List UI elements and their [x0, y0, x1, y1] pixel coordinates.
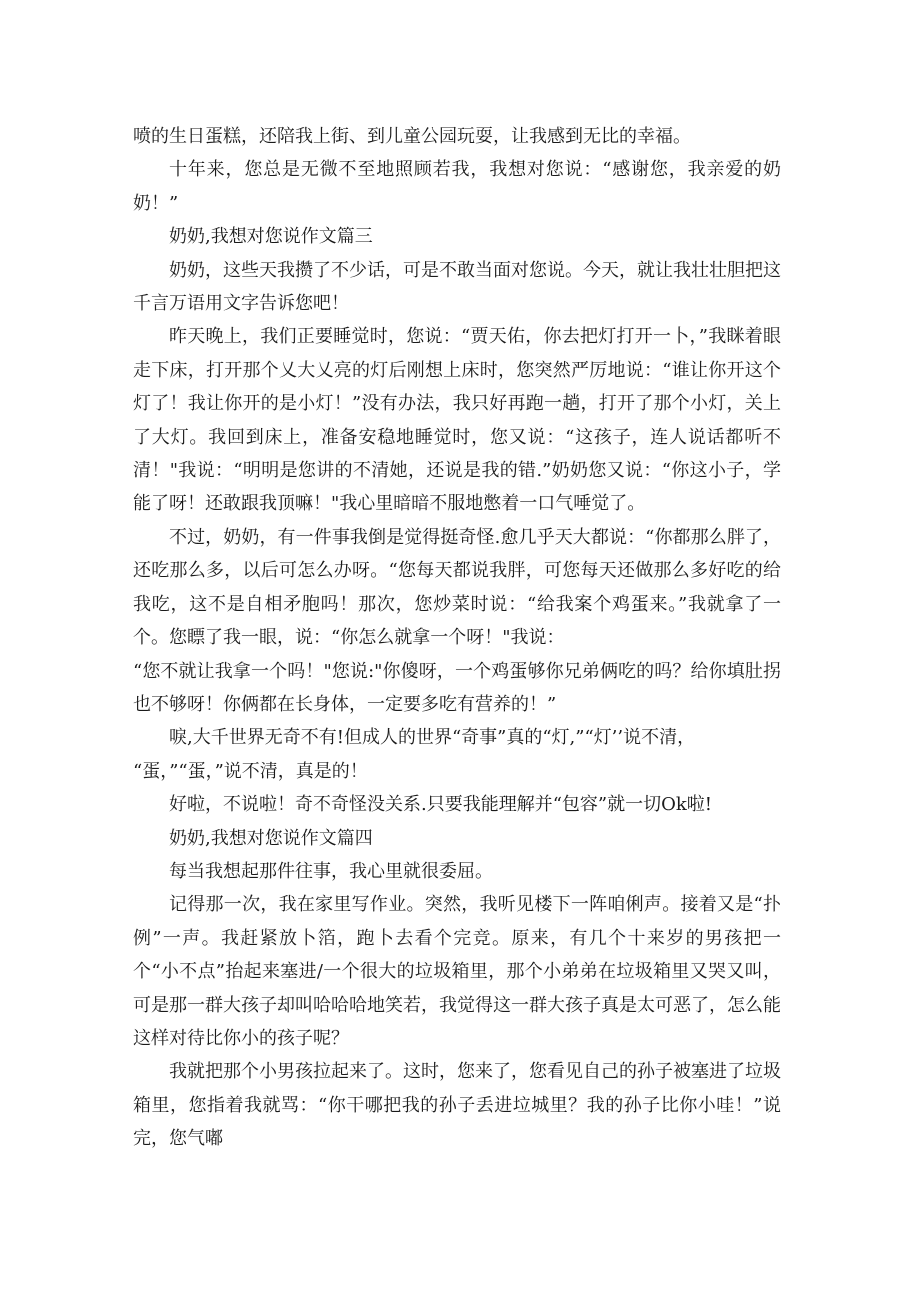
section-heading-3: 奶奶,我想对您说作文篇三 [169, 226, 373, 248]
paragraph-2: 十年来，您总是无微不至地照顾若我，我想对您说：“感谢您，我亲爱的奶奶！” [133, 159, 781, 214]
essay-body [133, 120, 781, 1156]
section-heading-4: 奶奶,我想对您说作文篇四 [169, 827, 373, 849]
paragraph-5: 昨天晚上，我们正要睡觉时，您说：“贾天佑，你去把灯打开一卜，”我眯着眼走下床，打开那个乂大乂亮的灯后刚想上床时，您突然严厉地说：“谁让你开这个灯了！我让你开的是小灯！”没有办法，我只好再跑一趟，打开了那个小灯，关上了大灯。我回到床上，准备安稳地睡觉时，您又说：“这孩子，连人说话都听不清！"我说：“明明是您讲的不清她，还说是我的错.”奶奶您又说：“你这小子，学能了呀！还敢跟我顶嘛！"我心里暗暗不服地憋着一口气唾觉了。 [133, 326, 781, 515]
paragraph-4: 奶奶，这些天我攒了不少话，可是不敢当面对您说。今天，就让我壮壮胆把这千言万语用文字告诉您吧！ [133, 259, 781, 315]
paragraph-12: 每当我想起那件往事，我心里就很委屈。 [169, 860, 493, 882]
paragraph-9: “蛋，”“蛋，”说不清，真是的！ [133, 760, 368, 782]
paragraph-14: 我就把那个小男孩拉起来了。这时，您来了，您看见自己的孙子被塞进了垃圾箱里，您指着我就骂：“你干哪把我的孙子丢进垃城里？我的孙子比你小哇！”说完，您气嘟 [133, 1061, 781, 1150]
paragraph-13: 记得那一次，我在家里写作业。突然，我听见楼下一阵咱俐声。接着又是“扑例”一声。我赶紧放卜箔，跑卜去看个完竞。原来，有几个十来岁的男孩把一个“小不点”抬起来塞进/一个很大的垃圾箱里，那个小弟弟在垃圾箱里又哭又叫，可是那一群大孩子却叫哈哈哈地笑若，我觉得这一群大孩子真是太可恶了，怎么能这样对待比你小的孩子呢？ [133, 894, 781, 1049]
paragraph-8: 唳,大千世界无奇不有!但成人的世界“奇事”真的“灯,”“灯’’说不清， [169, 727, 696, 749]
paragraph-1: 喷的生日蛋糕，还陪我上街、到儿童公园玩耍，让我感到无比的幸福。 [133, 126, 691, 147]
paragraph-7: “您不就让我拿一个吗！"您说:"你傻呀，一个鸡蛋够你兄弟俩吃的吗？给你填肚拐也不够呀！你俩都在长身体，一定要多吃有营养的！” [133, 660, 781, 715]
paragraph-6: 不过，奶奶，有一件事我倒是觉得挺奇怪.愈几乎天大都说：“你都那么胖了，还吃那么多，以后可怎么办呀。“您每天都说我胖，可您每天还做那么多好吃的给我吃，这不是自相矛胞吗！那次，您炒菜时说：“给我案个鸡蛋来。”我就拿了一个。您瞟了我一眼，说：“你怎么就拿一个呀！"我说： [133, 526, 781, 649]
paragraph-10: 好啦，不说啦！奇不奇怪没关系.只要我能理解并“包容”就一切Ok啦! [169, 794, 713, 816]
